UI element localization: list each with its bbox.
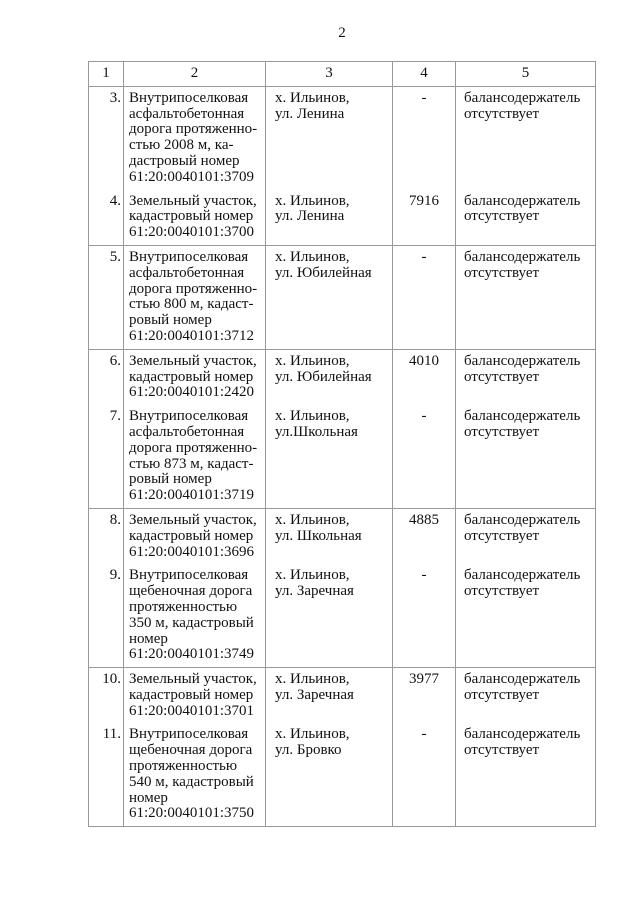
document-table — [88, 61, 596, 827]
holder-line: отсутствует — [464, 686, 540, 703]
description-line: 61:20:0040101:3709 — [129, 168, 255, 185]
description-line: 61:20:0040101:3749 — [129, 646, 255, 663]
description-cell — [124, 190, 266, 246]
row-number-cell: 7. — [89, 405, 124, 508]
description-line: стью 2008 м, ка- — [129, 137, 234, 154]
area-cell: - — [393, 564, 456, 667]
location-cell — [266, 668, 393, 724]
description-line: асфальтобетонная — [129, 264, 245, 281]
location-cell — [266, 508, 393, 564]
location-line: ул. Заречная — [275, 686, 354, 703]
column-header: 2 — [124, 62, 266, 87]
location-line: х. Ильинов, — [275, 408, 350, 425]
row-number-cell: 6. — [89, 349, 124, 405]
location-cell — [266, 190, 393, 246]
location-line: ул. Юбилейная — [275, 264, 372, 281]
table-row — [89, 245, 596, 349]
location-line: х. Ильинов, — [275, 567, 350, 584]
table-row — [89, 668, 596, 724]
holder-cell — [456, 508, 596, 564]
row-number-cell: 10. — [89, 668, 124, 724]
description-line: протяженностью — [129, 758, 238, 775]
description-line: Внутрипоселковая — [129, 248, 249, 265]
description-line: дорога протяженно- — [129, 280, 258, 297]
row-number-cell: 4. — [89, 190, 124, 246]
area-cell: 7916 — [393, 190, 456, 246]
description-line: Земельный участок, — [129, 511, 257, 528]
location-line: ул.Школьная — [275, 423, 358, 440]
holder-line: отсутствует — [464, 368, 540, 385]
holder-line: балансодержатель — [464, 567, 581, 584]
holder-line: отсутствует — [464, 583, 540, 600]
description-line: стью 800 м, кадаст- — [129, 296, 254, 313]
description-line: стью 873 м, кадаст- — [129, 455, 254, 472]
row-number-cell: 5. — [89, 245, 124, 349]
holder-line: отсутствует — [464, 742, 540, 759]
location-cell — [266, 86, 393, 189]
description-line: дорога протяженно- — [129, 439, 258, 456]
table-header-row — [89, 62, 596, 87]
holder-cell — [456, 564, 596, 667]
location-cell — [266, 564, 393, 667]
description-cell — [124, 564, 266, 667]
table-row — [89, 508, 596, 564]
description-line: 61:20:0040101:3719 — [129, 487, 255, 504]
description-cell — [124, 245, 266, 349]
table-header — [89, 62, 596, 87]
table-row — [89, 86, 596, 189]
holder-line: отсутствует — [464, 105, 540, 122]
location-cell — [266, 245, 393, 349]
holder-line: балансодержатель — [464, 248, 581, 265]
location-line: ул. Школьная — [275, 527, 362, 544]
description-line: 61:20:0040101:3712 — [129, 327, 255, 344]
description-cell — [124, 723, 266, 826]
area-cell: - — [393, 86, 456, 189]
holder-line: балансодержатель — [464, 511, 581, 528]
location-line: ул. Заречная — [275, 583, 354, 600]
holder-cell — [456, 349, 596, 405]
holder-cell — [456, 723, 596, 826]
page-number: 2 — [338, 25, 346, 41]
holder-line: отсутствует — [464, 527, 540, 544]
area-cell: - — [393, 723, 456, 826]
description-line: ровый номер — [129, 312, 212, 329]
location-line: ул. Бровко — [275, 742, 342, 759]
row-number-cell: 8. — [89, 508, 124, 564]
location-line: х. Ильинов, — [275, 726, 350, 743]
location-line: х. Ильинов, — [275, 671, 350, 688]
holder-cell — [456, 668, 596, 724]
description-line: протяженностью — [129, 598, 238, 615]
column-header: 4 — [393, 62, 456, 87]
area-cell: - — [393, 245, 456, 349]
row-number-cell: 11. — [89, 723, 124, 826]
table-row — [89, 564, 596, 667]
description-line: 61:20:0040101:3750 — [129, 805, 255, 822]
description-cell — [124, 86, 266, 189]
table-row — [89, 190, 596, 246]
description-line: Внутрипоселковая — [129, 726, 249, 743]
description-cell — [124, 349, 266, 405]
column-header: 1 — [89, 62, 124, 87]
holder-cell — [456, 245, 596, 349]
description-line: кадастровый номер — [129, 686, 254, 703]
description-line: асфальтобетонная — [129, 423, 245, 440]
description-line: 61:20:0040101:2420 — [129, 384, 255, 401]
location-cell — [266, 723, 393, 826]
location-line: х. Ильинов, — [275, 192, 350, 209]
holder-cell — [456, 86, 596, 189]
holder-line: балансодержатель — [464, 726, 581, 743]
description-line: Внутрипоселковая — [129, 408, 249, 425]
area-cell: 3977 — [393, 668, 456, 724]
location-line: ул. Ленина — [275, 208, 345, 225]
description-line: Земельный участок, — [129, 352, 257, 369]
location-line: х. Ильинов, — [275, 248, 350, 265]
description-line: номер — [129, 789, 168, 806]
column-header: 3 — [266, 62, 393, 87]
description-line: Земельный участок, — [129, 192, 257, 209]
holder-line: балансодержатель — [464, 408, 581, 425]
holder-line: балансодержатель — [464, 671, 581, 688]
holder-cell — [456, 190, 596, 246]
holder-line: балансодержатель — [464, 192, 581, 209]
description-line: 350 м, кадастровый — [129, 614, 254, 631]
table-row — [89, 349, 596, 405]
description-line: Земельный участок, — [129, 671, 257, 688]
location-line: х. Ильинов, — [275, 511, 350, 528]
description-cell — [124, 508, 266, 564]
holder-line: отсутствует — [464, 208, 540, 225]
description-line: дорога протяженно- — [129, 121, 258, 138]
description-line: 61:20:0040101:3700 — [129, 224, 255, 241]
description-line: ровый номер — [129, 471, 212, 488]
description-line: дастровый номер — [129, 152, 240, 169]
description-line: кадастровый номер — [129, 208, 254, 225]
holder-line: отсутствует — [464, 264, 540, 281]
location-line: ул. Ленина — [275, 105, 345, 122]
description-line: номер — [129, 630, 168, 647]
area-cell: 4010 — [393, 349, 456, 405]
holder-line: отсутствует — [464, 423, 540, 440]
location-cell — [266, 405, 393, 508]
holder-line: балансодержатель — [464, 352, 581, 369]
area-cell: 4885 — [393, 508, 456, 564]
description-line: кадастровый номер — [129, 527, 254, 544]
description-line: щебеночная дорога — [129, 742, 253, 759]
table-row — [89, 723, 596, 826]
description-line: 540 м, кадастровый — [129, 773, 254, 790]
table-row — [89, 405, 596, 508]
area-cell: - — [393, 405, 456, 508]
description-cell — [124, 405, 266, 508]
holder-line: балансодержатель — [464, 89, 581, 106]
description-line: 61:20:0040101:3696 — [129, 543, 255, 560]
description-line: асфальтобетонная — [129, 105, 245, 122]
description-cell — [124, 668, 266, 724]
row-number-cell: 9. — [89, 564, 124, 667]
description-line: 61:20:0040101:3701 — [129, 702, 255, 719]
description-line: кадастровый номер — [129, 368, 254, 385]
description-line: Внутрипоселковая — [129, 89, 249, 106]
description-line: щебеночная дорога — [129, 583, 253, 600]
table-body — [89, 86, 596, 826]
location-line: ул. Юбилейная — [275, 368, 372, 385]
holder-cell — [456, 405, 596, 508]
column-header: 5 — [456, 62, 596, 87]
location-line: х. Ильинов, — [275, 89, 350, 106]
location-cell — [266, 349, 393, 405]
description-line: Внутрипоселковая — [129, 567, 249, 584]
row-number-cell: 3. — [89, 86, 124, 189]
location-line: х. Ильинов, — [275, 352, 350, 369]
